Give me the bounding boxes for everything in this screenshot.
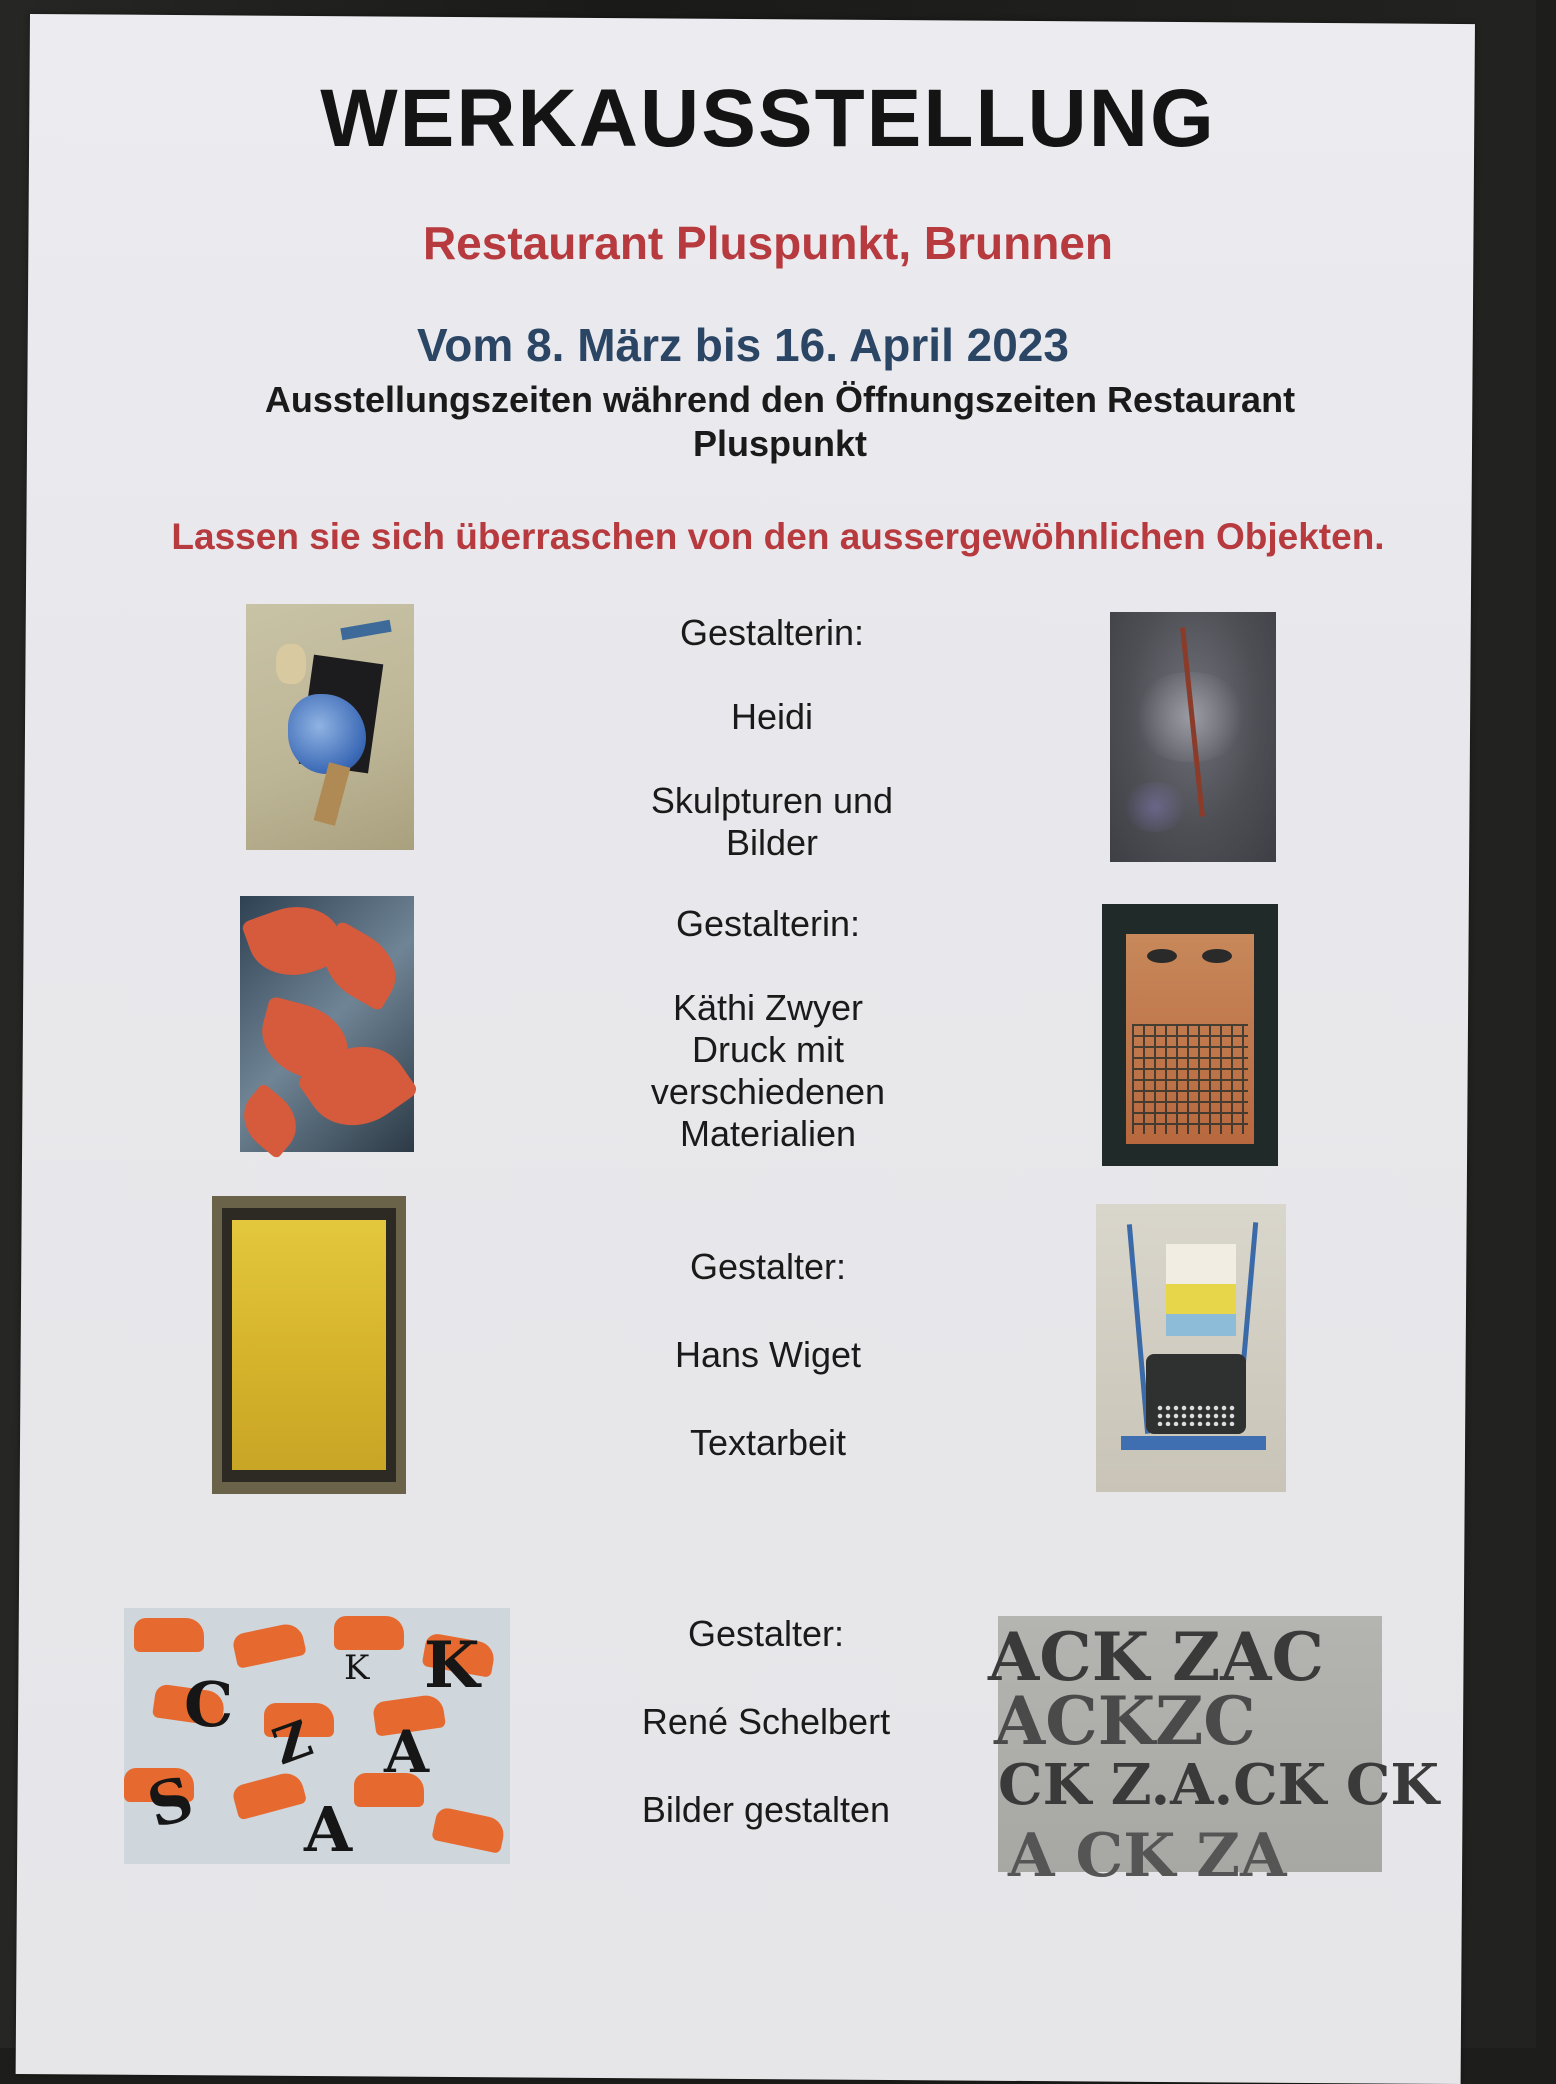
car-shape bbox=[231, 1770, 307, 1821]
exhibitor-work: Textarbeit bbox=[689, 1422, 847, 1463]
artwork-heidi-sculpture bbox=[246, 604, 414, 850]
stamped-letter: K bbox=[344, 1648, 370, 1688]
car-shape bbox=[231, 1621, 307, 1669]
exhibitor-name: Heidi bbox=[730, 696, 814, 737]
artwork-shape bbox=[232, 1220, 386, 1470]
artwork-shape bbox=[276, 644, 306, 684]
exhibitor-role: Gestalterin: bbox=[679, 612, 865, 653]
stamped-letter: A bbox=[304, 1793, 353, 1866]
stamped-letter: S bbox=[140, 1763, 201, 1843]
artwork-rene-letter-stamps bbox=[988, 1616, 1440, 1891]
spacer bbox=[588, 945, 948, 987]
spacer bbox=[586, 1655, 946, 1701]
artwork-heidi-felt-picture bbox=[1110, 612, 1276, 862]
exhibitor-role: Gestalter: bbox=[687, 1613, 845, 1654]
spacer bbox=[588, 1376, 948, 1422]
exhibitor-name: Käthi Zwyer bbox=[672, 987, 864, 1028]
exhibitor-name: René Schelbert bbox=[641, 1701, 891, 1742]
artwork-shape bbox=[1166, 1244, 1236, 1284]
stamped-letter: K bbox=[424, 1628, 480, 1703]
opening-hours-note: Ausstellungszeiten während den Öffnungszeiten Restaurant Pluspunkt bbox=[264, 379, 1296, 464]
poster-title: WERKAUSSTELLUNG bbox=[320, 73, 1216, 164]
artwork-hans-framed-textile bbox=[212, 1196, 406, 1494]
artwork-shape bbox=[1166, 1284, 1236, 1314]
artwork-shape bbox=[1202, 949, 1232, 963]
exhibitor-kaethi bbox=[588, 903, 948, 1155]
artwork-shape bbox=[1121, 1436, 1266, 1450]
artwork-kaethi-leaves-print bbox=[240, 896, 414, 1152]
exhibitor-work: Skulpturen und Bilder bbox=[650, 780, 894, 863]
artwork-shape bbox=[1166, 1314, 1236, 1336]
exhibitor-rene bbox=[586, 1613, 946, 1831]
exhibitor-hans bbox=[588, 1246, 948, 1464]
spacer bbox=[592, 738, 952, 780]
artwork-hans-typewriter bbox=[1096, 1204, 1286, 1492]
stamped-letter: C bbox=[184, 1668, 234, 1741]
exhibitor-heidi bbox=[592, 612, 952, 864]
stamped-row: ACKZC bbox=[994, 1682, 1256, 1760]
spacer bbox=[586, 1743, 946, 1789]
stamped-row: ACK ZAC bbox=[988, 1618, 1324, 1696]
spacer bbox=[588, 1288, 948, 1334]
exhibitor-work: Bilder gestalten bbox=[641, 1789, 891, 1830]
exhibitor-role: Gestalterin: bbox=[675, 903, 861, 944]
exhibitor-role: Gestalter: bbox=[689, 1246, 847, 1287]
exhibitor-work: Druck mit verschiedenen Materialien bbox=[650, 1029, 886, 1154]
artwork-shape bbox=[1156, 1404, 1236, 1426]
artwork-rene-cars-letters bbox=[124, 1608, 510, 1864]
artwork-shape bbox=[340, 620, 391, 641]
venue-subtitle: Restaurant Pluspunkt, Brunnen bbox=[422, 217, 1114, 269]
artwork-shape bbox=[1132, 1024, 1248, 1134]
car-shape bbox=[134, 1618, 204, 1652]
exhibitor-name: Hans Wiget bbox=[674, 1334, 862, 1375]
car-shape bbox=[334, 1616, 404, 1650]
artwork-shape bbox=[1147, 949, 1177, 963]
artwork-shape bbox=[1120, 782, 1190, 832]
artwork-shape bbox=[231, 1083, 309, 1160]
stamped-row: A CK ZA bbox=[1008, 1821, 1287, 1891]
exhibition-dates: Vom 8. März bis 16. April 2023 bbox=[417, 319, 1069, 371]
stamped-letter: Z bbox=[265, 1708, 320, 1777]
tagline: Lassen sie sich überraschen von den aussergewöhnlichen Objekten. bbox=[171, 516, 1385, 557]
stamped-row: CK Z.A.CK CK bbox=[998, 1752, 1440, 1818]
artwork-kaethi-grid-print bbox=[1102, 904, 1278, 1166]
stamped-letter: A bbox=[384, 1718, 430, 1786]
car-shape bbox=[431, 1806, 507, 1854]
spacer bbox=[592, 654, 952, 696]
